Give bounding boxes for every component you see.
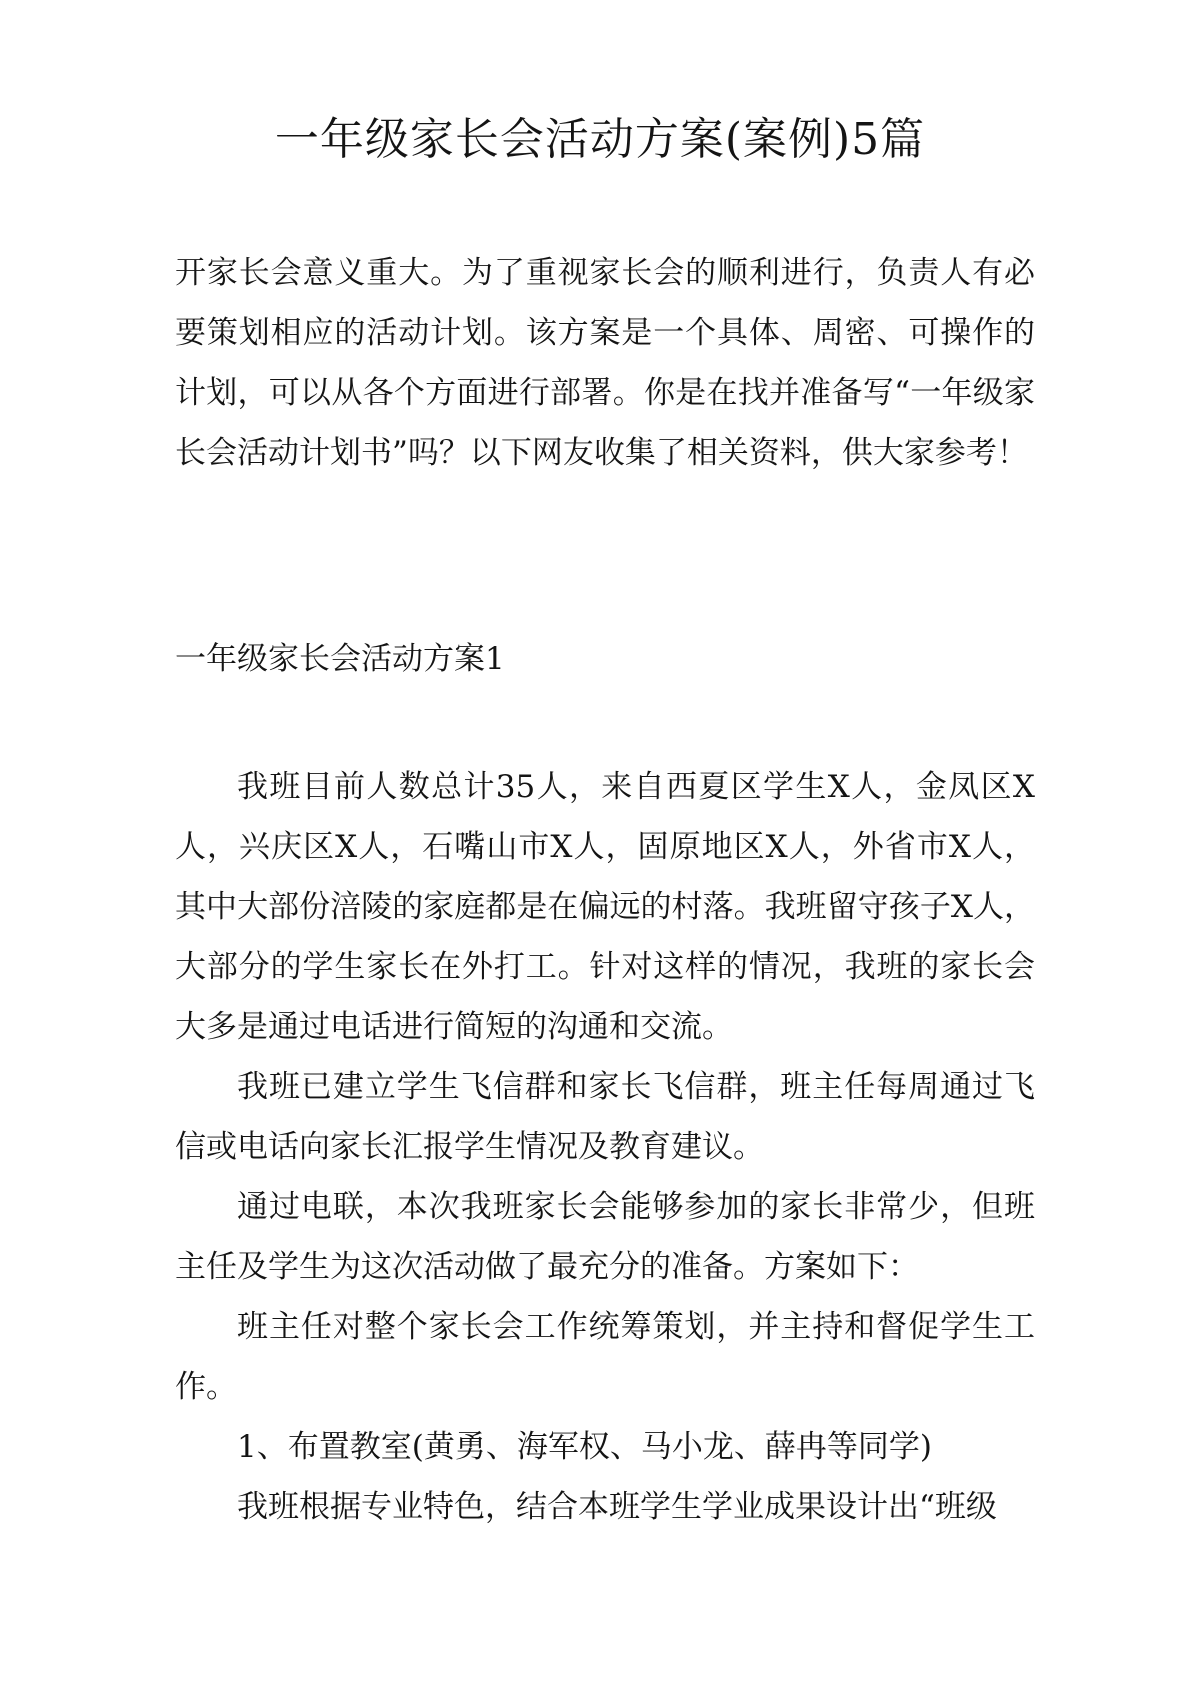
body-paragraph: 班主任对整个家长会工作统筹策划，并主持和督促学生工作。 — [175, 1309, 1035, 1405]
document-title: 一年级家长会活动方案(案例)5篇 — [274, 114, 926, 165]
body-paragraph: 通过电联，本次我班家长会能够参加的家长非常少，但班主任及学生为这次活动做了最充分的准备。方案如下： — [175, 1189, 1035, 1285]
section-body — [175, 757, 1035, 1537]
intro-paragraph: 开家长会意义重大。为了重视家长会的顺利进行，负责人有必要策划相应的活动计划。该方案是一个具体、周密、可操作的计划，可以从各个方面进行部署。你是在找并准备写“一年级家长会活动计划书”吗？以下网友收集了相关资料，供大家参考！ — [175, 255, 1035, 471]
body-paragraph: 我班目前人数总计35人，来自西夏区学生X人，金凤区X人，兴庆区X人，石嘴山市X人，固原地区X人，外省市X人，其中大部份涪陵的家庭都是在偏远的村落。我班留守孩子X人，大部分的学生家长在外打工。针对这样的情况，我班的家长会大多是通过电话进行简短的沟通和交流。 — [175, 769, 1035, 1045]
body-paragraph: 我班根据专业特色，结合本班学生学业成果设计出“班级 — [237, 1489, 997, 1525]
body-paragraph: 1、布置教室(黄勇、海军权、马小龙、薛冉等同学) — [237, 1429, 932, 1465]
body-paragraph: 我班已建立学生飞信群和家长飞信群，班主任每周通过飞信或电话向家长汇报学生情况及教育建议。 — [175, 1069, 1035, 1165]
section-heading: 一年级家长会活动方案1 — [175, 641, 505, 677]
